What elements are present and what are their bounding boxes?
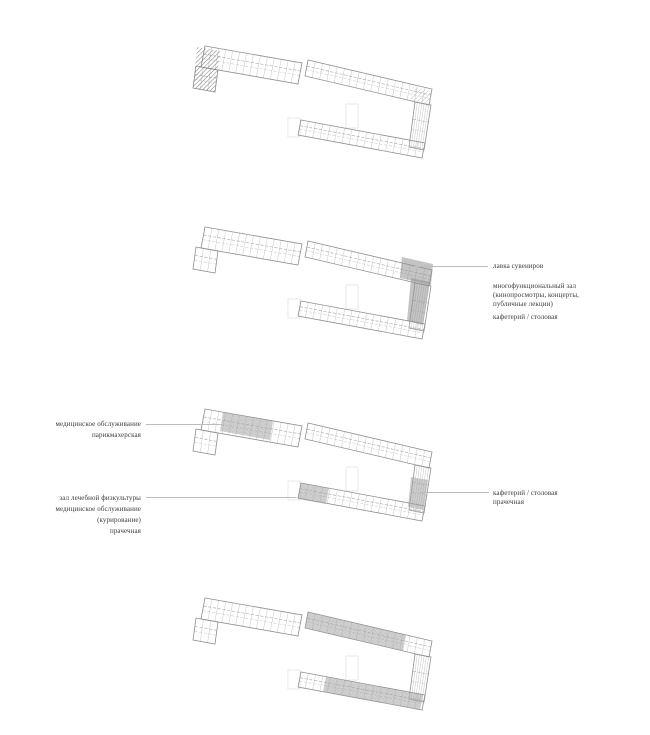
annotation-block-plan2: [493, 262, 633, 322]
wing-bottom: [298, 120, 425, 158]
wing-left-annex: [193, 429, 218, 455]
courtyard-structure: [346, 104, 358, 128]
courtyard-structure: [346, 285, 358, 309]
highlight-east-wing-hall: [407, 278, 430, 325]
annotation-block-plan3-left-top: [16, 419, 141, 441]
annotation-line: кафетерий / столовая: [493, 489, 558, 497]
annotation-line: зал лечебной физкультуры: [59, 494, 141, 502]
plan1-svg: [180, 40, 440, 165]
annotation-line: кафетерий / столовая: [493, 313, 558, 321]
wing-left-annex: [193, 618, 218, 644]
annotation-line: (курирование): [97, 516, 141, 524]
plan3-svg: [180, 403, 440, 528]
annotation-line: (кинопросмотры, концерты,: [493, 291, 580, 299]
annotation-block-plan3-right: [493, 489, 633, 507]
wing-bottom: [298, 301, 425, 339]
annotation-item: [493, 262, 633, 271]
annotation-line: медицинское обслуживание: [55, 505, 141, 513]
annotation-line: медицинское обслуживание: [55, 420, 141, 428]
floor-plan-3: [180, 403, 440, 528]
annotation-line: прачечная: [109, 527, 141, 535]
leader-line-plan2-right: [412, 266, 488, 267]
corner-hatch: [411, 87, 432, 106]
floor-plan-2: [180, 221, 440, 346]
highlight-north-wing: [305, 612, 406, 651]
annotation-line: лавка сувениров: [493, 262, 544, 270]
annotation-block-plan3-left-bottom: [16, 493, 141, 537]
floor-plan-1: [180, 40, 440, 165]
wing-top: [305, 423, 432, 468]
wing-right: [409, 102, 431, 150]
leader-line-plan3-left-top: [146, 424, 223, 425]
highlight-south-wing: [323, 677, 423, 710]
courtyard-structure: [346, 656, 358, 680]
floor-plan-4: [180, 592, 440, 717]
annotation-item: [493, 313, 633, 322]
plan2-svg: [180, 221, 440, 346]
annotation-item: [493, 282, 633, 309]
highlight-physio-laundry: [298, 483, 329, 504]
annotation-line: многофункциональный зал: [493, 282, 577, 290]
annotation-line: парикмахерская: [91, 431, 141, 439]
courtyard-structure: [346, 467, 358, 491]
plan4-svg: [180, 592, 440, 717]
annotation-line: прачечная: [493, 498, 525, 506]
leader-line-plan3-left-bottom: [146, 497, 296, 498]
annotation-line: публичные лекции): [493, 300, 553, 308]
leader-line-plan3-right: [420, 492, 489, 493]
wing-left-annex: [193, 247, 218, 273]
